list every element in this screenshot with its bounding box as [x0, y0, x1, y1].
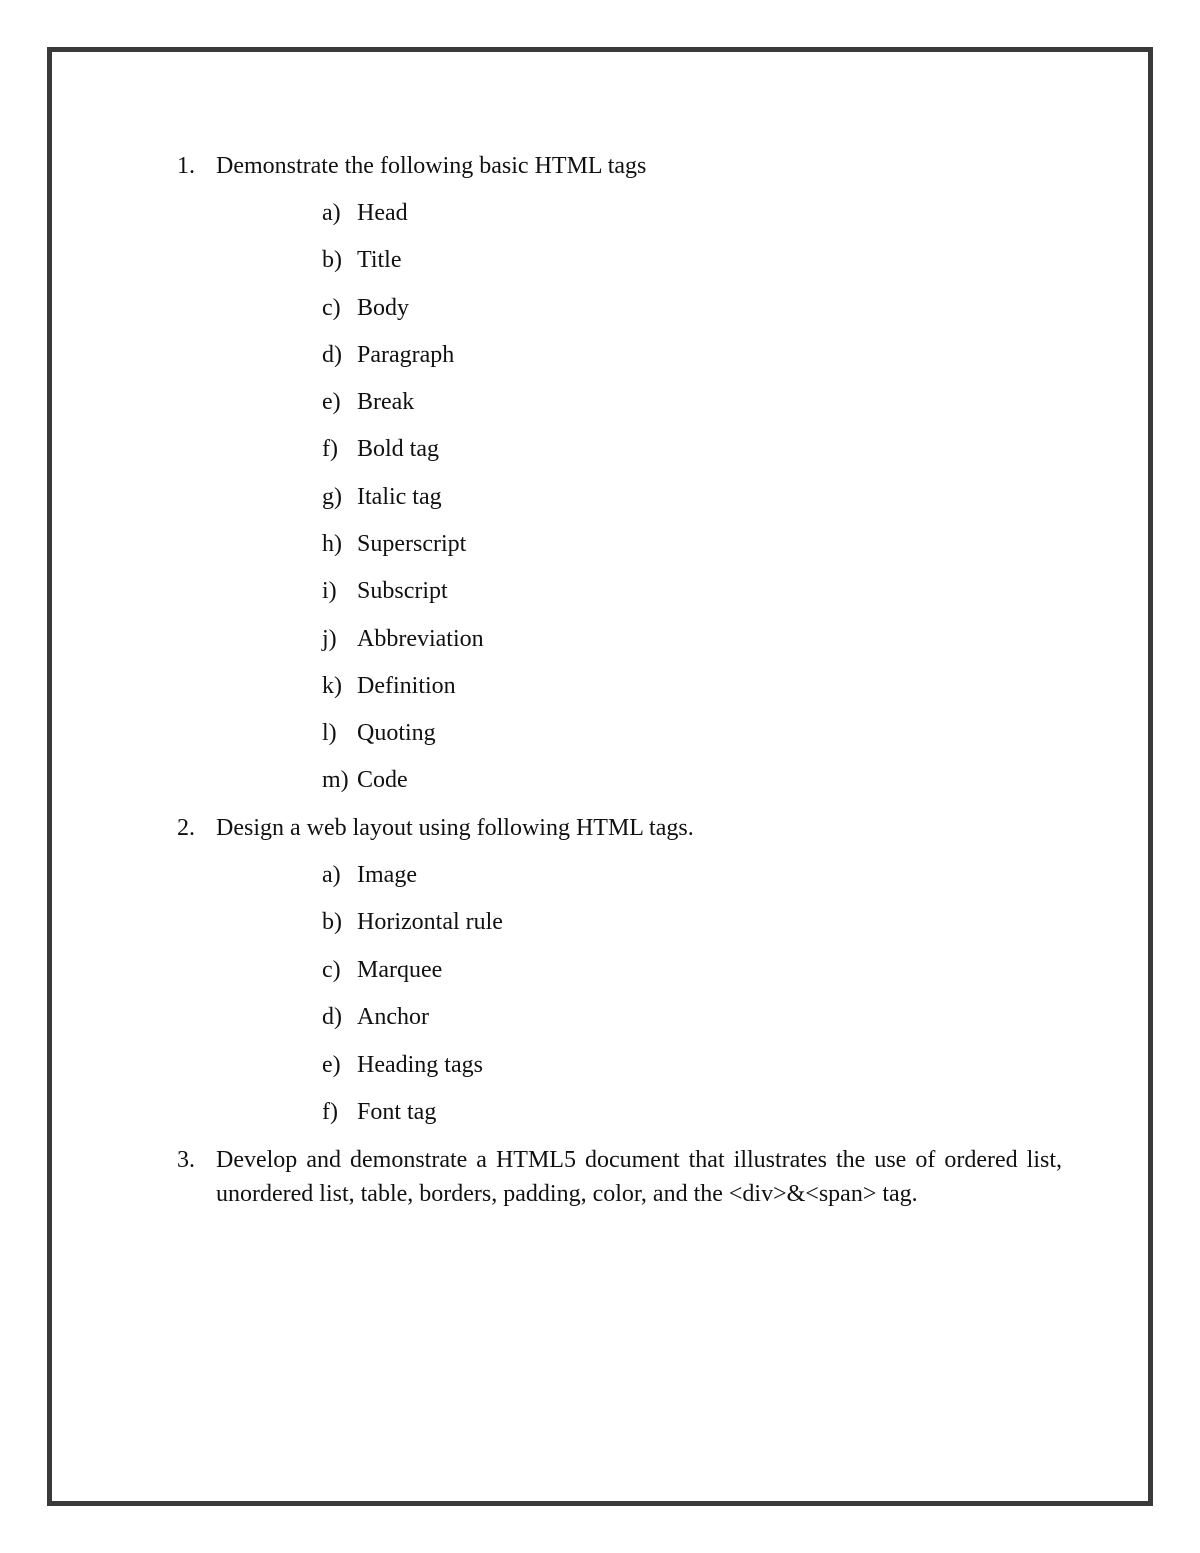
item-letter: m): [322, 767, 349, 793]
item-letter: d): [322, 342, 342, 368]
item-letter: b): [322, 909, 342, 935]
item-label: Title: [357, 247, 402, 273]
item-label: Paragraph: [357, 342, 455, 368]
list-item: [322, 1000, 429, 1034]
item-label: Quoting: [357, 720, 436, 746]
item-label: Definition: [357, 673, 456, 699]
item-letter: h): [322, 531, 342, 557]
question-number: 3.: [177, 1147, 195, 1173]
list-item: [322, 196, 408, 230]
list-item: [322, 858, 417, 892]
list-item: [322, 716, 436, 750]
item-label: Anchor: [357, 1004, 429, 1030]
list-item: [322, 243, 401, 277]
list-item: [322, 574, 448, 608]
item-label: Abbreviation: [357, 626, 484, 652]
item-label: Code: [357, 767, 408, 793]
item-label: Image: [357, 862, 417, 888]
list-item: [322, 905, 503, 939]
item-label: Heading tags: [357, 1052, 483, 1078]
item-letter: c): [322, 957, 341, 983]
item-label: Superscript: [357, 531, 467, 557]
item-letter: f): [322, 1099, 338, 1125]
list-item: [322, 432, 439, 466]
item-label: Marquee: [357, 957, 443, 983]
item-label: Horizontal rule: [357, 909, 503, 935]
question-text: Demonstrate the following basic HTML tags: [216, 153, 647, 179]
list-item: [322, 763, 408, 797]
item-letter: f): [322, 436, 338, 462]
item-letter: g): [322, 484, 342, 510]
list-item: [322, 953, 442, 987]
item-letter: a): [322, 862, 341, 888]
item-letter: i): [322, 578, 337, 604]
list-item: [322, 527, 466, 561]
item-letter: e): [322, 1052, 341, 1078]
list-item: [322, 622, 484, 656]
question-text: Develop and demonstrate a HTML5 document that illustrates the use of ordered list, unordered list, table, borders, padding, color, and the <div>&<span> tag.: [216, 1147, 1062, 1207]
item-letter: b): [322, 247, 342, 273]
page-border: [47, 47, 1153, 1506]
item-label: Head: [357, 200, 408, 226]
item-label: Body: [357, 295, 410, 321]
item-label: Italic tag: [357, 484, 442, 510]
item-letter: a): [322, 200, 341, 226]
document-content: [52, 52, 1148, 1501]
item-letter: k): [322, 673, 342, 699]
list-item: [322, 385, 414, 419]
question-number: 1.: [177, 153, 195, 179]
item-letter: e): [322, 389, 341, 415]
item-label: Bold tag: [357, 436, 439, 462]
list-item: [322, 669, 456, 703]
item-label: Font tag: [357, 1099, 437, 1125]
list-item: [322, 1095, 436, 1129]
item-letter: c): [322, 295, 341, 321]
list-item: [322, 480, 442, 514]
question-text: Design a web layout using following HTML tags.: [216, 815, 694, 841]
item-label: Subscript: [357, 578, 448, 604]
question-number: 2.: [177, 815, 195, 841]
list-item: [322, 338, 454, 372]
list-item: [322, 1048, 483, 1082]
item-label: Break: [357, 389, 415, 415]
list-item: [322, 291, 409, 325]
item-letter: l): [322, 720, 337, 746]
item-letter: j): [322, 626, 337, 652]
item-letter: d): [322, 1004, 342, 1030]
